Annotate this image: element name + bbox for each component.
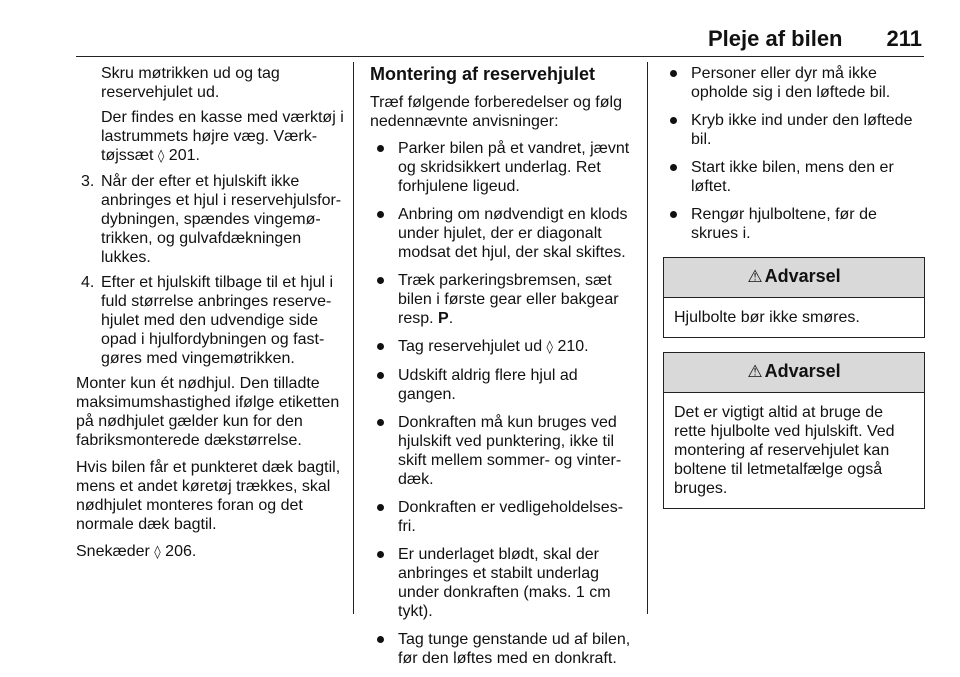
page-number: 211 [886,26,922,51]
bullet-icon [377,504,384,511]
list-item: Rengør hjulboltene, før de skrues i. [663,205,925,243]
warning-text: Det er vigtigt altid at bruge de rette hjulbolte ved hjulskift. Ved montering af reservehjulet kan boltene til letmetalfælge også bruges. [674,404,895,497]
list-item: Kryb ikke ind under den løftede bil. [663,111,925,149]
warning-box [663,257,925,338]
list-item: Tag tunge genstande ud af bilen, før den løftes med en donkraft. [370,630,634,668]
page-ref-icon: ◊ [157,149,165,164]
bullet-icon [377,343,384,350]
list-item: Udskift aldrig flere hjul ad gangen. [370,366,634,404]
cross-reference: Snekæder ◊ 206. [76,543,197,560]
page-ref-icon: ◊ [154,545,161,560]
bullet-icon [670,70,677,77]
warning-triangle-icon: ⚠ [747,362,763,382]
page-ref[interactable]: 210. [557,338,589,355]
paragraph: Hvis bilen får et punkteret dæk bagtil, mens et andet køretøj trækkes, skal nødhjulet monteres foran og det normale dæk bagtil. [76,459,341,533]
warning-box [663,352,925,509]
list-item: Tag reservehjulet ud ◊ 210. [370,337,634,357]
bullet-icon [670,164,677,171]
bullet-icon [670,117,677,124]
warning-header: ⚠ Advarsel [664,258,924,298]
bullet-list [370,139,634,668]
page-ref-icon: ◊ [546,340,553,355]
list-item: Donkraften er vedligeholdelsesfri. [370,498,634,536]
step-continuation: Der findes en kasse med værktøj i lastrummets højre væg. Værktøjssæt ◊ 201. [101,109,344,164]
right-column [663,64,925,523]
list-item: Er underlaget blødt, skal der anbringes et stabilt underlag under donkraften (maks. 1 cm tykt). [370,545,634,621]
warning-text: Hjulbolte bør ikke smøres. [674,309,860,326]
column-divider [647,62,648,614]
bullet-icon [377,211,384,218]
left-column [76,64,344,570]
section-heading: Montering af reservehjulet [370,64,596,84]
warning-header: ⚠ Advarsel [664,353,924,393]
list-item: Donkraften må kun bruges ved hjulskift ved punktering, ikke til skift mellem sommer- og vinterdæk. [370,413,634,489]
step-continuation: Skru møtrikken ud og tag reservehjulet ud. [101,65,280,101]
bullet-icon [377,145,384,152]
list-item: Træk parkeringsbremsen, sæt bilen i første gear eller bakgear resp. P. [370,271,634,328]
page-ref[interactable]: 206. [165,543,197,560]
bullet-icon [377,551,384,558]
page-header [0,26,922,52]
section-title: Pleje af bilen [708,26,843,51]
bullet-icon [377,277,384,284]
bullet-icon [377,419,384,426]
page-ref[interactable]: 201. [168,147,200,164]
column-divider [353,62,354,614]
header-rule [76,56,924,57]
bullet-icon [377,372,384,379]
bullet-icon [670,211,677,218]
bullet-list [663,64,925,243]
list-item: Personer eller dyr må ikke opholde sig i den løftede bil. [663,64,925,102]
list-item: 3. Når der efter et hjulskift ikke anbringes et hjul i reservehjulsfordybningen, spændes vingemøtrikken, og gulvafdækningen lukkes. [81,173,342,266]
list-item: Start ikke bilen, mens den er løftet. [663,158,925,196]
list-item: 4. Efter et hjulskift tilbage til et hjul i fuld størrelse anbringes reservehjulet med den udvendige side opad i hjulfordybningen og fastgøres med vingemøtrikken. [81,274,334,367]
steps-list [76,172,344,368]
list-item: Anbring om nødvendigt en klods under hjulet, der er diagonalt modsat det hjul, der skal skiftes. [370,205,634,262]
list-item: Parker bilen på et vandret, jævnt og skridsikkert underlag. Ret forhjulene ligeud. [370,139,634,196]
intro-text: Træf følgende forberedelser og følg nedennævnte anvisninger: [370,94,622,130]
middle-column [370,64,634,677]
warning-triangle-icon: ⚠ [747,267,763,287]
paragraph: Monter kun ét nødhjul. Den tilladte maksimumshastighed ifølge etiketten på nødhjulet gælder kun for den fabriksmonterede dækstørrelse. [76,375,340,449]
